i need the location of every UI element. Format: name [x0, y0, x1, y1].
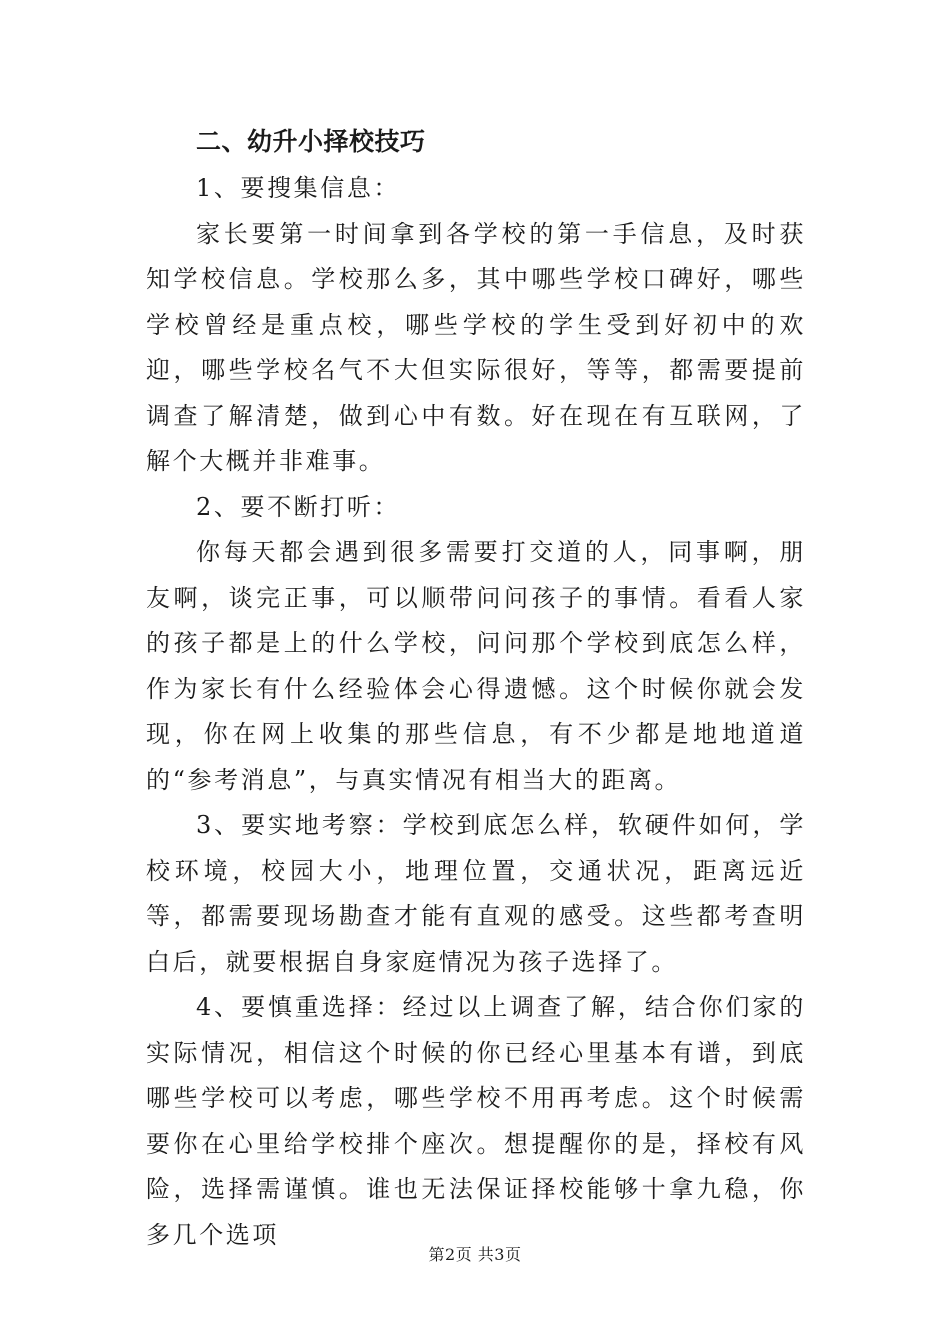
page-number-footer: 第2页 共3页 — [428, 1245, 522, 1264]
paragraph-5: 3、要实地考察：学校到底怎么样，软硬件如何，学校环境，校园大小，地理位置，交通状况，距离远近等，都需要现场勘查才能有直观的感受。这些都考查明白后，就要根据自身家庭情况为孩子选择了。 — [146, 811, 806, 976]
paragraph-3: 2、要不断打听： — [196, 492, 401, 521]
paragraph-6: 4、要慎重选择：经过以上调查了解，结合你们家的实际情况，相信这个时候的你已经心里基本有谱，到底哪些学校可以考虑，哪些学校不用再考虑。这个时候需要你在心里给学校排个座次。想提醒你的是，择校有风险，选择需谨慎。谁也无法保证择校能够十拿九稳，你多几个选项 — [146, 993, 806, 1249]
document-body — [146, 118, 806, 1258]
section-heading: 二、幼升小择校技巧 — [196, 127, 426, 156]
paragraph-2: 家长要第一时间拿到各学校的第一手信息，及时获知学校信息。学校那么多，其中哪些学校口碑好，哪些学校曾经是重点校，哪些学校的学生受到好初中的欢迎，哪些学校名气不大但实际很好，等等，都需要提前调查了解清楚，做到心中有数。好在现在有互联网，了解个大概并非难事。 — [146, 219, 806, 475]
paragraph-4: 你每天都会遇到很多需要打交道的人，同事啊，朋友啊，谈完正事，可以顺带问问孩子的事情。看看人家的孩子都是上的什么学校，问问那个学校到底怎么样，作为家长有什么经验体会心得遗憾。这个时候你就会发现，你在网上收集的那些信息，有不少都是地地道道的“参考消息”，与真实情况有相当大的距离。 — [146, 538, 806, 794]
paragraph-1: 1、要搜集信息： — [196, 174, 401, 202]
